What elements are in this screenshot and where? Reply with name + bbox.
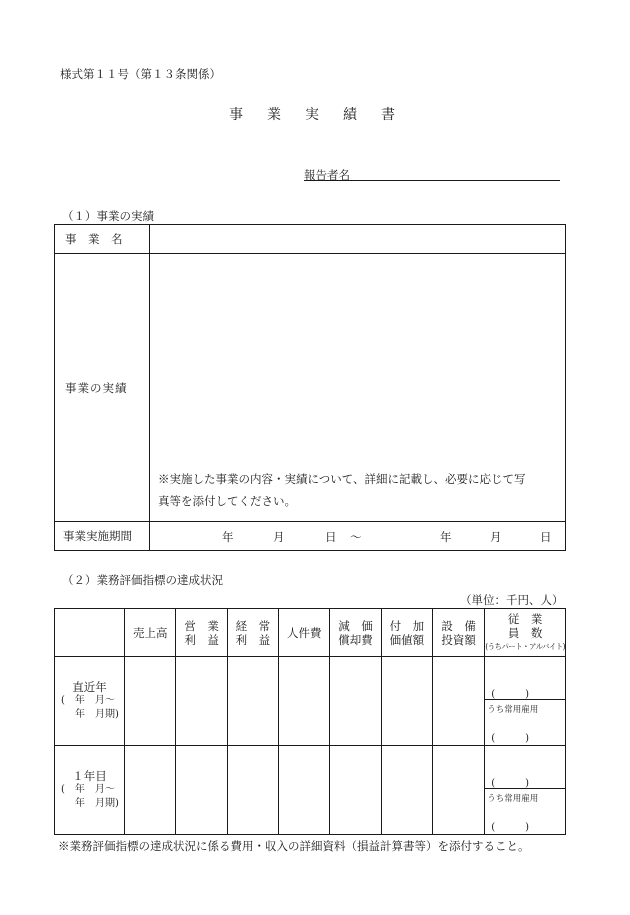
col-header-employees-line2: 員 数 — [507, 625, 543, 640]
employees-year1-total[interactable] — [485, 746, 565, 789]
col-header-ordinary-profit — [227, 609, 278, 657]
period-label-cell — [55, 522, 150, 551]
business-name-label: 事 業 名 — [65, 232, 123, 246]
col-header-employees-line3: (うちパート・アルバイト) — [485, 641, 565, 651]
cell-year1-employees[interactable] — [485, 746, 566, 835]
cell-year1-operating-profit[interactable] — [176, 746, 227, 835]
row-label-year1-line3: 年 月期) — [75, 798, 119, 809]
section2-heading: （２）業務評価指標の達成状況 — [62, 573, 223, 587]
cell-latest-capex[interactable] — [432, 657, 484, 746]
col-header-operating-profit-line1: 営 業 — [184, 618, 219, 633]
period-field[interactable] — [150, 522, 566, 551]
unit-note: （単位：千円、人） — [460, 593, 564, 607]
employees-latest-parttime: ( ) — [491, 689, 530, 700]
col-header-operating-profit-line2: 利 益 — [184, 632, 219, 647]
table-row — [55, 657, 566, 746]
row-label-latest-line1: 直近年 — [72, 680, 107, 694]
reporter-label: 報告者名 — [304, 168, 350, 182]
results-note — [150, 468, 565, 521]
cell-year1-capex[interactable] — [432, 746, 484, 835]
cell-latest-ordinary-profit[interactable] — [227, 657, 278, 746]
business-name-label-cell — [55, 225, 150, 254]
employees-year1-regular-paren: ( ) — [491, 822, 530, 833]
table-row — [55, 746, 566, 835]
row-label-latest-line2: ( 年 月～ — [61, 695, 115, 706]
period-year2: 年 — [440, 530, 452, 544]
employees-latest-regular-label: うち常用雇用 — [487, 705, 539, 715]
results-label: 事業の実績 — [65, 380, 128, 395]
row-label-year1-line1: １年目 — [72, 769, 107, 783]
period-tilde: ～ — [350, 530, 362, 544]
col-header-capex-line2: 投資額 — [441, 632, 476, 647]
row-label-latest-line3: 年 月期) — [75, 709, 119, 720]
results-note-line2: 真等を添付してください。 — [158, 494, 296, 508]
cell-latest-value-added[interactable] — [381, 657, 432, 746]
form-number: 様式第１１号（第１３条関係） — [60, 67, 221, 81]
reporter-line[interactable] — [304, 180, 560, 181]
col-header-sales — [125, 609, 176, 657]
corner-cell — [55, 609, 125, 657]
col-header-operating-profit — [176, 609, 227, 657]
period-month2: 月 — [490, 530, 502, 544]
cell-year1-personnel[interactable] — [279, 746, 330, 835]
section1-heading: （１）事業の実績 — [62, 209, 154, 223]
cell-year1-sales[interactable] — [125, 746, 176, 835]
cell-latest-sales[interactable] — [125, 657, 176, 746]
results-note-line1: ※実施した事業の内容・実績について、詳細に記載し、必要に応じて写 — [158, 472, 526, 486]
col-header-depreciation — [330, 609, 381, 657]
business-results-table — [54, 224, 566, 551]
period-label: 事業実施期間 — [63, 529, 132, 543]
cell-year1-ordinary-profit[interactable] — [227, 746, 278, 835]
col-header-value-added — [381, 609, 432, 657]
col-header-employees — [485, 609, 566, 657]
business-name-field[interactable] — [150, 225, 566, 254]
col-header-ordinary-profit-line1: 経 常 — [235, 618, 271, 633]
col-header-depreciation-line1: 減 価 — [338, 618, 373, 633]
row-label-year1-line2: ( 年 月～ — [61, 784, 115, 795]
employees-latest-regular-paren: ( ) — [491, 733, 530, 744]
employees-latest-regular[interactable] — [485, 700, 565, 745]
period-day1: 日 — [325, 530, 337, 544]
indicators-table — [54, 608, 566, 835]
footnote: ※業務評価指標の達成状況に係る費用・収入の詳細資料（損益計算書等）を添付すること。 — [58, 839, 530, 853]
col-header-value-added-line1: 付 加 — [389, 618, 425, 633]
cell-latest-personnel[interactable] — [279, 657, 330, 746]
row-label-latest — [55, 657, 125, 746]
employees-latest-total[interactable] — [485, 657, 565, 700]
col-header-sales-text: 売上高 — [133, 625, 168, 640]
col-header-depreciation-line2: 償却費 — [338, 632, 373, 647]
col-header-value-added-line2: 価値額 — [389, 632, 425, 647]
col-header-personnel — [279, 609, 330, 657]
col-header-capex — [432, 609, 484, 657]
cell-latest-depreciation[interactable] — [330, 657, 381, 746]
col-header-personnel-text: 人件費 — [286, 625, 322, 640]
period-year1: 年 — [222, 530, 234, 544]
page-title: 事 業 実 績 書 — [229, 107, 400, 123]
results-label-cell — [55, 254, 150, 522]
cell-year1-value-added[interactable] — [381, 746, 432, 835]
period-month1: 月 — [273, 530, 285, 544]
col-header-ordinary-profit-line2: 利 益 — [235, 632, 271, 647]
cell-latest-employees[interactable] — [485, 657, 566, 746]
employees-year1-regular-label: うち常用雇用 — [487, 794, 539, 804]
employees-year1-regular[interactable] — [485, 789, 565, 834]
employees-year1-parttime: ( ) — [491, 778, 530, 789]
row-label-year1 — [55, 746, 125, 835]
period-day2: 日 — [540, 530, 552, 544]
col-header-capex-line1: 設 備 — [441, 618, 476, 633]
cell-latest-operating-profit[interactable] — [176, 657, 227, 746]
cell-year1-depreciation[interactable] — [330, 746, 381, 835]
results-field[interactable] — [150, 254, 566, 522]
col-header-employees-line1: 従 業 — [507, 611, 543, 626]
